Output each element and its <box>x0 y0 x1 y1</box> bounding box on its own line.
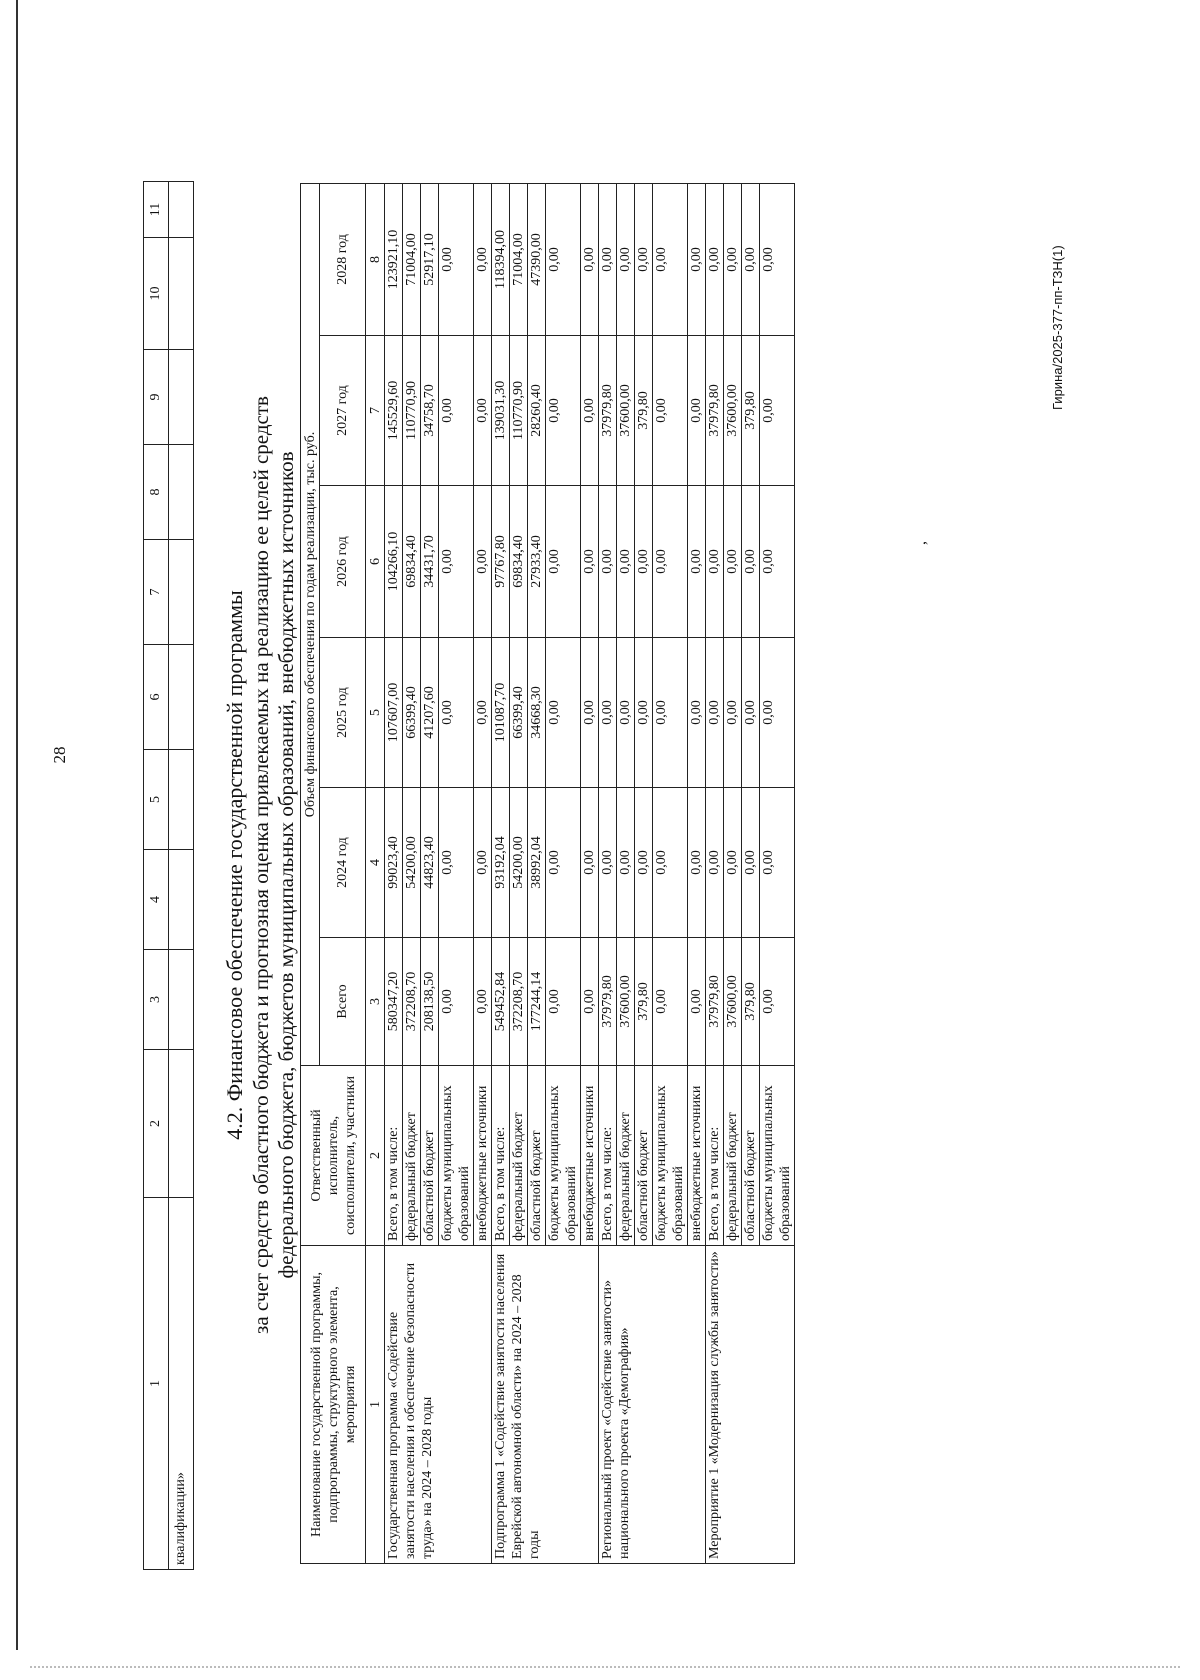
year-value-cell: 0,00 <box>581 183 599 335</box>
year-value-cell: 0,00 <box>688 486 706 638</box>
year-value-cell: 0,00 <box>653 638 688 788</box>
year-value-cell: 54200,00 <box>403 788 421 938</box>
year-value-cell: 0,00 <box>635 638 653 788</box>
header-total: Всего <box>320 938 366 1066</box>
year-value-cell: 0,00 <box>635 788 653 938</box>
year-value-cell: 0,00 <box>760 788 795 938</box>
year-value-cell: 0,00 <box>706 486 724 638</box>
year-value-cell: 0,00 <box>635 183 653 335</box>
year-value-cell: 0,00 <box>635 486 653 638</box>
col-number: 1 <box>366 1246 385 1564</box>
year-value-cell: 0,00 <box>706 638 724 788</box>
header-program: Наименование государственной программы, подпрограммы, структурного элемента, мероприятия <box>301 1246 366 1564</box>
table-row <box>385 183 403 1563</box>
funding-source-cell: областной бюджет <box>635 1066 653 1246</box>
year-value-cell: 0,00 <box>706 788 724 938</box>
year-value-cell: 0,00 <box>439 638 474 788</box>
section-subtitle-line-2: федерального бюджета, бюджетов муниципальных образований, внебюджетных источников <box>274 451 298 1279</box>
year-value-cell: 101087,70 <box>492 638 510 788</box>
header-year: 2024 год <box>320 788 366 938</box>
year-value-cell: 37979,80 <box>706 336 724 486</box>
scan-artifact <box>30 1666 1180 1668</box>
col-number: 5 <box>144 750 169 850</box>
total-value-cell: 0,00 <box>474 938 492 1066</box>
year-value-cell: 0,00 <box>474 638 492 788</box>
year-value-cell: 0,00 <box>474 183 492 335</box>
year-value-cell: 0,00 <box>581 788 599 938</box>
year-value-cell: 0,00 <box>599 788 617 938</box>
page-number: 28 <box>50 746 69 764</box>
year-value-cell: 104266,10 <box>385 486 403 638</box>
col-number: 9 <box>144 350 169 445</box>
year-value-cell: 110770,90 <box>403 336 421 486</box>
continuation-number-row <box>144 182 169 1570</box>
funding-source-cell: областной бюджет <box>528 1066 546 1246</box>
year-value-cell: 0,00 <box>724 183 742 335</box>
funding-source-cell: бюджеты муниципальных образований <box>439 1066 474 1246</box>
year-value-cell: 27933,40 <box>528 486 546 638</box>
total-value-cell: 580347,20 <box>385 938 403 1066</box>
year-value-cell: 93192,04 <box>492 788 510 938</box>
header-year: 2026 год <box>320 486 366 638</box>
year-value-cell: 52917,10 <box>421 183 439 335</box>
scan-mark: , <box>912 541 929 545</box>
year-value-cell: 66399,40 <box>403 638 421 788</box>
year-value-cell: 34758,70 <box>421 336 439 486</box>
funding-source-cell: Всего, в том числе: <box>492 1066 510 1246</box>
year-value-cell: 0,00 <box>474 336 492 486</box>
year-value-cell: 38992,04 <box>528 788 546 938</box>
year-value-cell: 0,00 <box>581 638 599 788</box>
year-value-cell: 0,00 <box>760 638 795 788</box>
year-value-cell: 69834,40 <box>403 486 421 638</box>
total-value-cell: 0,00 <box>653 938 688 1066</box>
total-value-cell: 37979,80 <box>599 938 617 1066</box>
funding-source-cell: внебюджетные источники <box>581 1066 599 1246</box>
year-value-cell: 44823,40 <box>421 788 439 938</box>
year-value-cell: 0,00 <box>617 638 635 788</box>
year-value-cell: 0,00 <box>760 486 795 638</box>
col-number: 2 <box>144 1050 169 1198</box>
year-value-cell: 0,00 <box>439 336 474 486</box>
col-number: 8 <box>144 445 169 540</box>
year-value-cell: 0,00 <box>653 788 688 938</box>
total-value-cell: 0,00 <box>688 938 706 1066</box>
continuation-text-row <box>169 182 194 1570</box>
col-number: 1 <box>144 1198 169 1570</box>
total-value-cell: 0,00 <box>760 938 795 1066</box>
total-value-cell: 37600,00 <box>617 938 635 1066</box>
year-value-cell: 123921,10 <box>385 183 403 335</box>
col-number: 7 <box>366 336 385 486</box>
program-name-cell: Подпрограмма 1 «Содействие занятости населения Еврейской автономной области» на 2024 – 2028 годы <box>492 1246 599 1564</box>
financing-table <box>300 183 795 1564</box>
header-number-row <box>366 183 385 1563</box>
document-footer-code: Гирина/2025-377-пп-ТЗН(1) <box>1050 245 1065 410</box>
header-year: 2025 год <box>320 638 366 788</box>
col-number: 2 <box>366 1066 385 1246</box>
col-number: 7 <box>144 540 169 645</box>
year-value-cell: 0,00 <box>724 486 742 638</box>
program-name-cell: Мероприятие 1 «Модернизация службы занятости» <box>706 1246 795 1564</box>
col-number: 5 <box>366 638 385 788</box>
total-value-cell: 0,00 <box>439 938 474 1066</box>
year-value-cell: 0,00 <box>688 638 706 788</box>
year-value-cell: 0,00 <box>546 788 581 938</box>
funding-source-cell: федеральный бюджет <box>724 1066 742 1246</box>
total-value-cell: 37979,80 <box>706 938 724 1066</box>
year-value-cell: 54200,00 <box>510 788 528 938</box>
total-value-cell: 379,80 <box>635 938 653 1066</box>
section-subtitle-line-1: за счет средств областного бюджета и прогнозная оценка привлекаемых на реализацию ее целей средств <box>249 396 273 1334</box>
year-value-cell: 0,00 <box>742 183 760 335</box>
year-value-cell: 97767,80 <box>492 486 510 638</box>
year-value-cell: 0,00 <box>742 788 760 938</box>
funding-source-cell: бюджеты муниципальных образований <box>653 1066 688 1246</box>
funding-source-cell: бюджеты муниципальных образований <box>546 1066 581 1246</box>
header-row-1 <box>301 183 320 1563</box>
year-value-cell: 0,00 <box>760 183 795 335</box>
year-value-cell: 0,00 <box>724 788 742 938</box>
total-value-cell: 379,80 <box>742 938 760 1066</box>
year-value-cell: 0,00 <box>546 183 581 335</box>
year-value-cell: 47390,00 <box>528 183 546 335</box>
year-value-cell: 99023,40 <box>385 788 403 938</box>
year-value-cell: 379,80 <box>635 336 653 486</box>
year-value-cell: 0,00 <box>599 486 617 638</box>
year-value-cell: 37600,00 <box>724 336 742 486</box>
col-number: 6 <box>366 486 385 638</box>
year-value-cell: 0,00 <box>760 336 795 486</box>
continuation-table <box>143 181 194 1570</box>
year-value-cell: 0,00 <box>653 183 688 335</box>
year-value-cell: 0,00 <box>546 486 581 638</box>
funding-source-cell: областной бюджет <box>742 1066 760 1246</box>
year-value-cell: 0,00 <box>599 638 617 788</box>
total-value-cell: 208138,50 <box>421 938 439 1066</box>
year-value-cell: 0,00 <box>439 486 474 638</box>
year-value-cell: 34431,70 <box>421 486 439 638</box>
col-number: 3 <box>366 938 385 1066</box>
col-number: 3 <box>144 950 169 1050</box>
continuation-cell: квалификации» <box>169 1198 194 1570</box>
year-value-cell: 37600,00 <box>617 336 635 486</box>
year-value-cell: 0,00 <box>653 486 688 638</box>
total-value-cell: 372208,70 <box>510 938 528 1066</box>
header-year: 2027 год <box>320 336 366 486</box>
total-value-cell: 177244,14 <box>528 938 546 1066</box>
year-value-cell: 0,00 <box>581 336 599 486</box>
funding-source-cell: федеральный бюджет <box>617 1066 635 1246</box>
year-value-cell: 0,00 <box>617 788 635 938</box>
funding-source-cell: федеральный бюджет <box>510 1066 528 1246</box>
table-row <box>599 183 617 1563</box>
year-value-cell: 66399,40 <box>510 638 528 788</box>
year-value-cell: 0,00 <box>742 638 760 788</box>
year-value-cell: 71004,00 <box>403 183 421 335</box>
table-row <box>706 183 724 1563</box>
funding-source-cell: внебюджетные источники <box>474 1066 492 1246</box>
year-value-cell: 0,00 <box>688 336 706 486</box>
year-value-cell: 0,00 <box>742 486 760 638</box>
scan-edge <box>16 0 18 1650</box>
year-value-cell: 41207,60 <box>421 638 439 788</box>
year-value-cell: 0,00 <box>617 486 635 638</box>
year-value-cell: 0,00 <box>474 788 492 938</box>
funding-source-cell: внебюджетные источники <box>688 1066 706 1246</box>
year-value-cell: 0,00 <box>439 788 474 938</box>
year-value-cell: 0,00 <box>688 788 706 938</box>
program-name-cell: Государственная программа «Содействие занятости населения и обеспечение безопасности труда» на 2024 – 2028 годы <box>385 1246 492 1564</box>
col-number: 10 <box>144 238 169 350</box>
year-value-cell: 0,00 <box>439 183 474 335</box>
year-value-cell: 71004,00 <box>510 183 528 335</box>
year-value-cell: 0,00 <box>724 638 742 788</box>
year-value-cell: 145529,60 <box>385 336 403 486</box>
col-number: 4 <box>144 850 169 950</box>
year-value-cell: 107607,00 <box>385 638 403 788</box>
year-value-cell: 0,00 <box>546 638 581 788</box>
year-value-cell: 0,00 <box>474 486 492 638</box>
total-value-cell: 0,00 <box>581 938 599 1066</box>
funding-source-cell: областной бюджет <box>421 1066 439 1246</box>
funding-source-cell: Всего, в том числе: <box>599 1066 617 1246</box>
year-value-cell: 379,80 <box>742 336 760 486</box>
funding-source-cell: Всего, в том числе: <box>706 1066 724 1246</box>
year-value-cell: 0,00 <box>688 183 706 335</box>
year-value-cell: 0,00 <box>546 336 581 486</box>
col-number: 11 <box>144 182 169 238</box>
header-executor: Ответственный исполнитель, соисполнители, участники <box>301 1066 366 1246</box>
col-number: 4 <box>366 788 385 938</box>
year-value-cell: 37979,80 <box>599 336 617 486</box>
funding-source-cell: бюджеты муниципальных образований <box>760 1066 795 1246</box>
total-value-cell: 372208,70 <box>403 938 421 1066</box>
funding-source-cell: федеральный бюджет <box>403 1066 421 1246</box>
total-value-cell: 0,00 <box>546 938 581 1066</box>
program-name-cell: Региональный проект «Содействие занятости» национального проекта «Демография» <box>599 1246 706 1564</box>
total-value-cell: 549452,84 <box>492 938 510 1066</box>
section-title: 4.2. Финансовое обеспечение государственной программы <box>222 590 247 1140</box>
header-funding-group: Объем финансового обеспечения по годам реализации, тыс. руб. <box>301 183 320 1065</box>
year-value-cell: 69834,40 <box>510 486 528 638</box>
year-value-cell: 110770,90 <box>510 336 528 486</box>
year-value-cell: 34668,30 <box>528 638 546 788</box>
year-value-cell: 139031,30 <box>492 336 510 486</box>
funding-source-cell: Всего, в том числе: <box>385 1066 403 1246</box>
year-value-cell: 28260,40 <box>528 336 546 486</box>
year-value-cell: 0,00 <box>653 336 688 486</box>
table-row <box>492 183 510 1563</box>
year-value-cell: 0,00 <box>581 486 599 638</box>
year-value-cell: 0,00 <box>617 183 635 335</box>
total-value-cell: 37600,00 <box>724 938 742 1066</box>
year-value-cell: 0,00 <box>706 183 724 335</box>
rotated-page <box>50 90 1150 1590</box>
col-number: 6 <box>144 645 169 750</box>
year-value-cell: 0,00 <box>599 183 617 335</box>
header-year: 2028 год <box>320 183 366 335</box>
year-value-cell: 118394,00 <box>492 183 510 335</box>
col-number: 8 <box>366 183 385 335</box>
